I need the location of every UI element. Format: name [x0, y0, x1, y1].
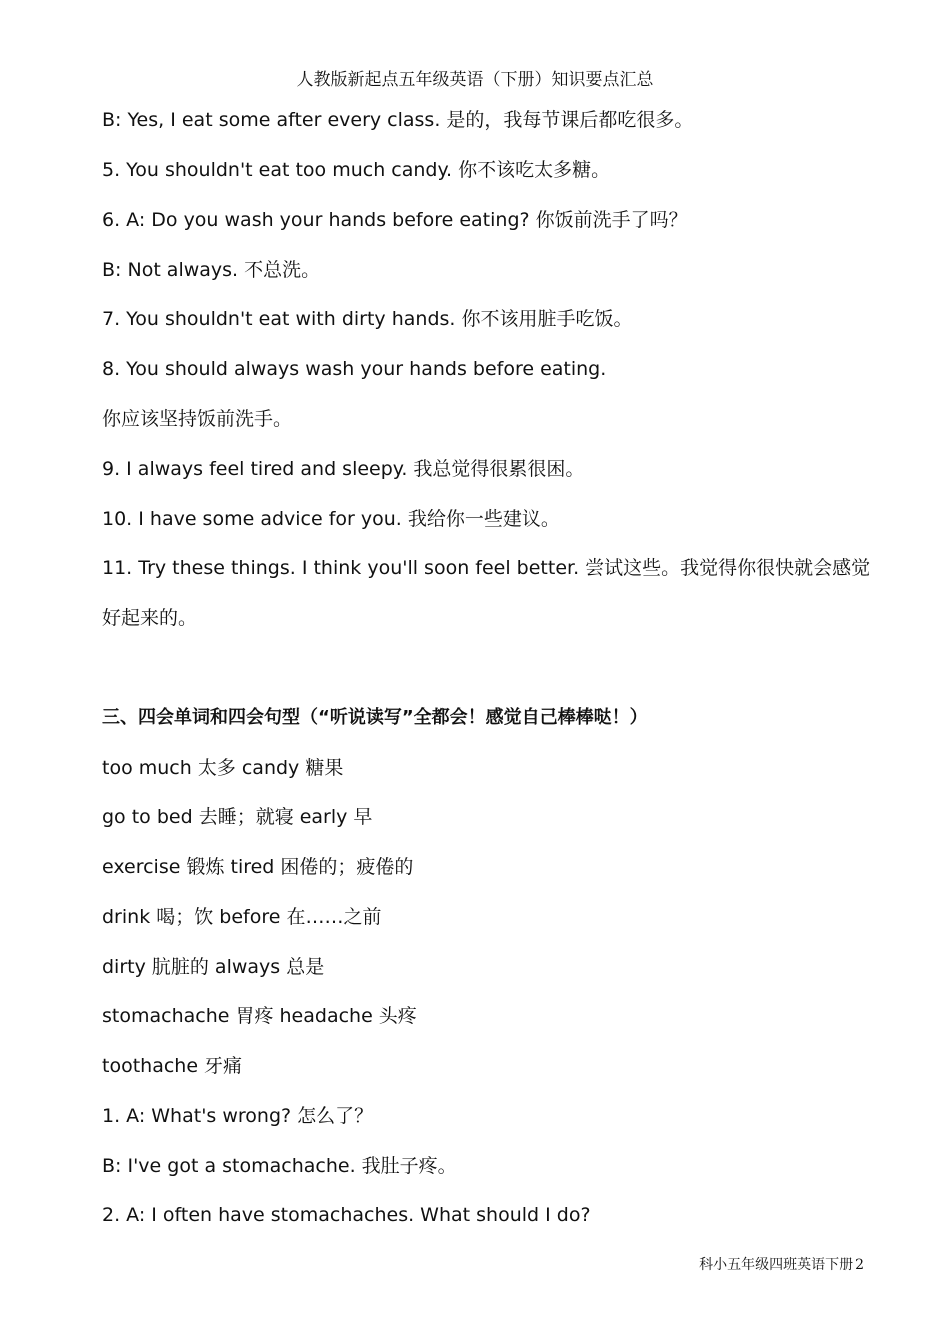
- text-line: B: Yes, I eat some after every class. 是的，我每节课后都吃很多。: [102, 109, 694, 131]
- vocab-line: drink 喝；饮 before 在……之前: [102, 906, 382, 928]
- vocab-line: too much 太多 candy 糖果: [102, 757, 344, 779]
- sentence-line: B: I've got a stomachache. 我肚子疼。: [102, 1155, 457, 1177]
- vocab-line: dirty 肮脏的 always 总是: [102, 956, 325, 978]
- text-line: 6. A: Do you wash your hands before eating? 你饭前洗手了吗？: [102, 209, 688, 231]
- text-line: 好起来的。: [102, 607, 198, 629]
- vocab-line: toothache 牙痛: [102, 1055, 243, 1077]
- sentence-line: 2. A: I often have stomachaches. What should I do?: [102, 1204, 591, 1226]
- vocab-line: exercise 锻炼 tired 困倦的；疲倦的: [102, 856, 414, 878]
- text-line: 你应该坚持饭前洗手。: [102, 408, 293, 430]
- page-header: 人教版新起点五年级英语（下册）知识要点汇总: [296, 70, 654, 90]
- text-line: 5. You shouldn't eat too much candy. 你不该吃太多糖。: [102, 159, 611, 181]
- page-number: 2: [855, 1257, 864, 1273]
- text-line: 10. I have some advice for you. 我给你一些建议。: [102, 508, 560, 530]
- footer-text: 科小五年级四班英语下册: [699, 1257, 854, 1273]
- text-line: 7. You shouldn't eat with dirty hands. 你不该用脏手吃饭。: [102, 308, 633, 330]
- vocab-line: stomachache 胃疼 headache 头疼: [102, 1005, 417, 1027]
- text-line: 8. You should always wash your hands before eating.: [102, 358, 607, 380]
- text-line: 9. I always feel tired and sleepy. 我总觉得很累很困。: [102, 458, 585, 480]
- sentence-line: 1. A: What's wrong? 怎么了？: [102, 1105, 374, 1127]
- section-heading: 三、四会单词和四会句型（“听说读写”全都会！感觉自己棒棒哒！）: [102, 707, 648, 728]
- text-line: 11. Try these things. I think you'll soon feel better. 尝试这些。我觉得你很快就会感觉: [102, 557, 871, 579]
- text-line: B: Not always. 不总洗。: [102, 259, 321, 281]
- page-footer: [699, 1256, 864, 1274]
- vocab-line: go to bed 去睡；就寝 early 早: [102, 806, 373, 828]
